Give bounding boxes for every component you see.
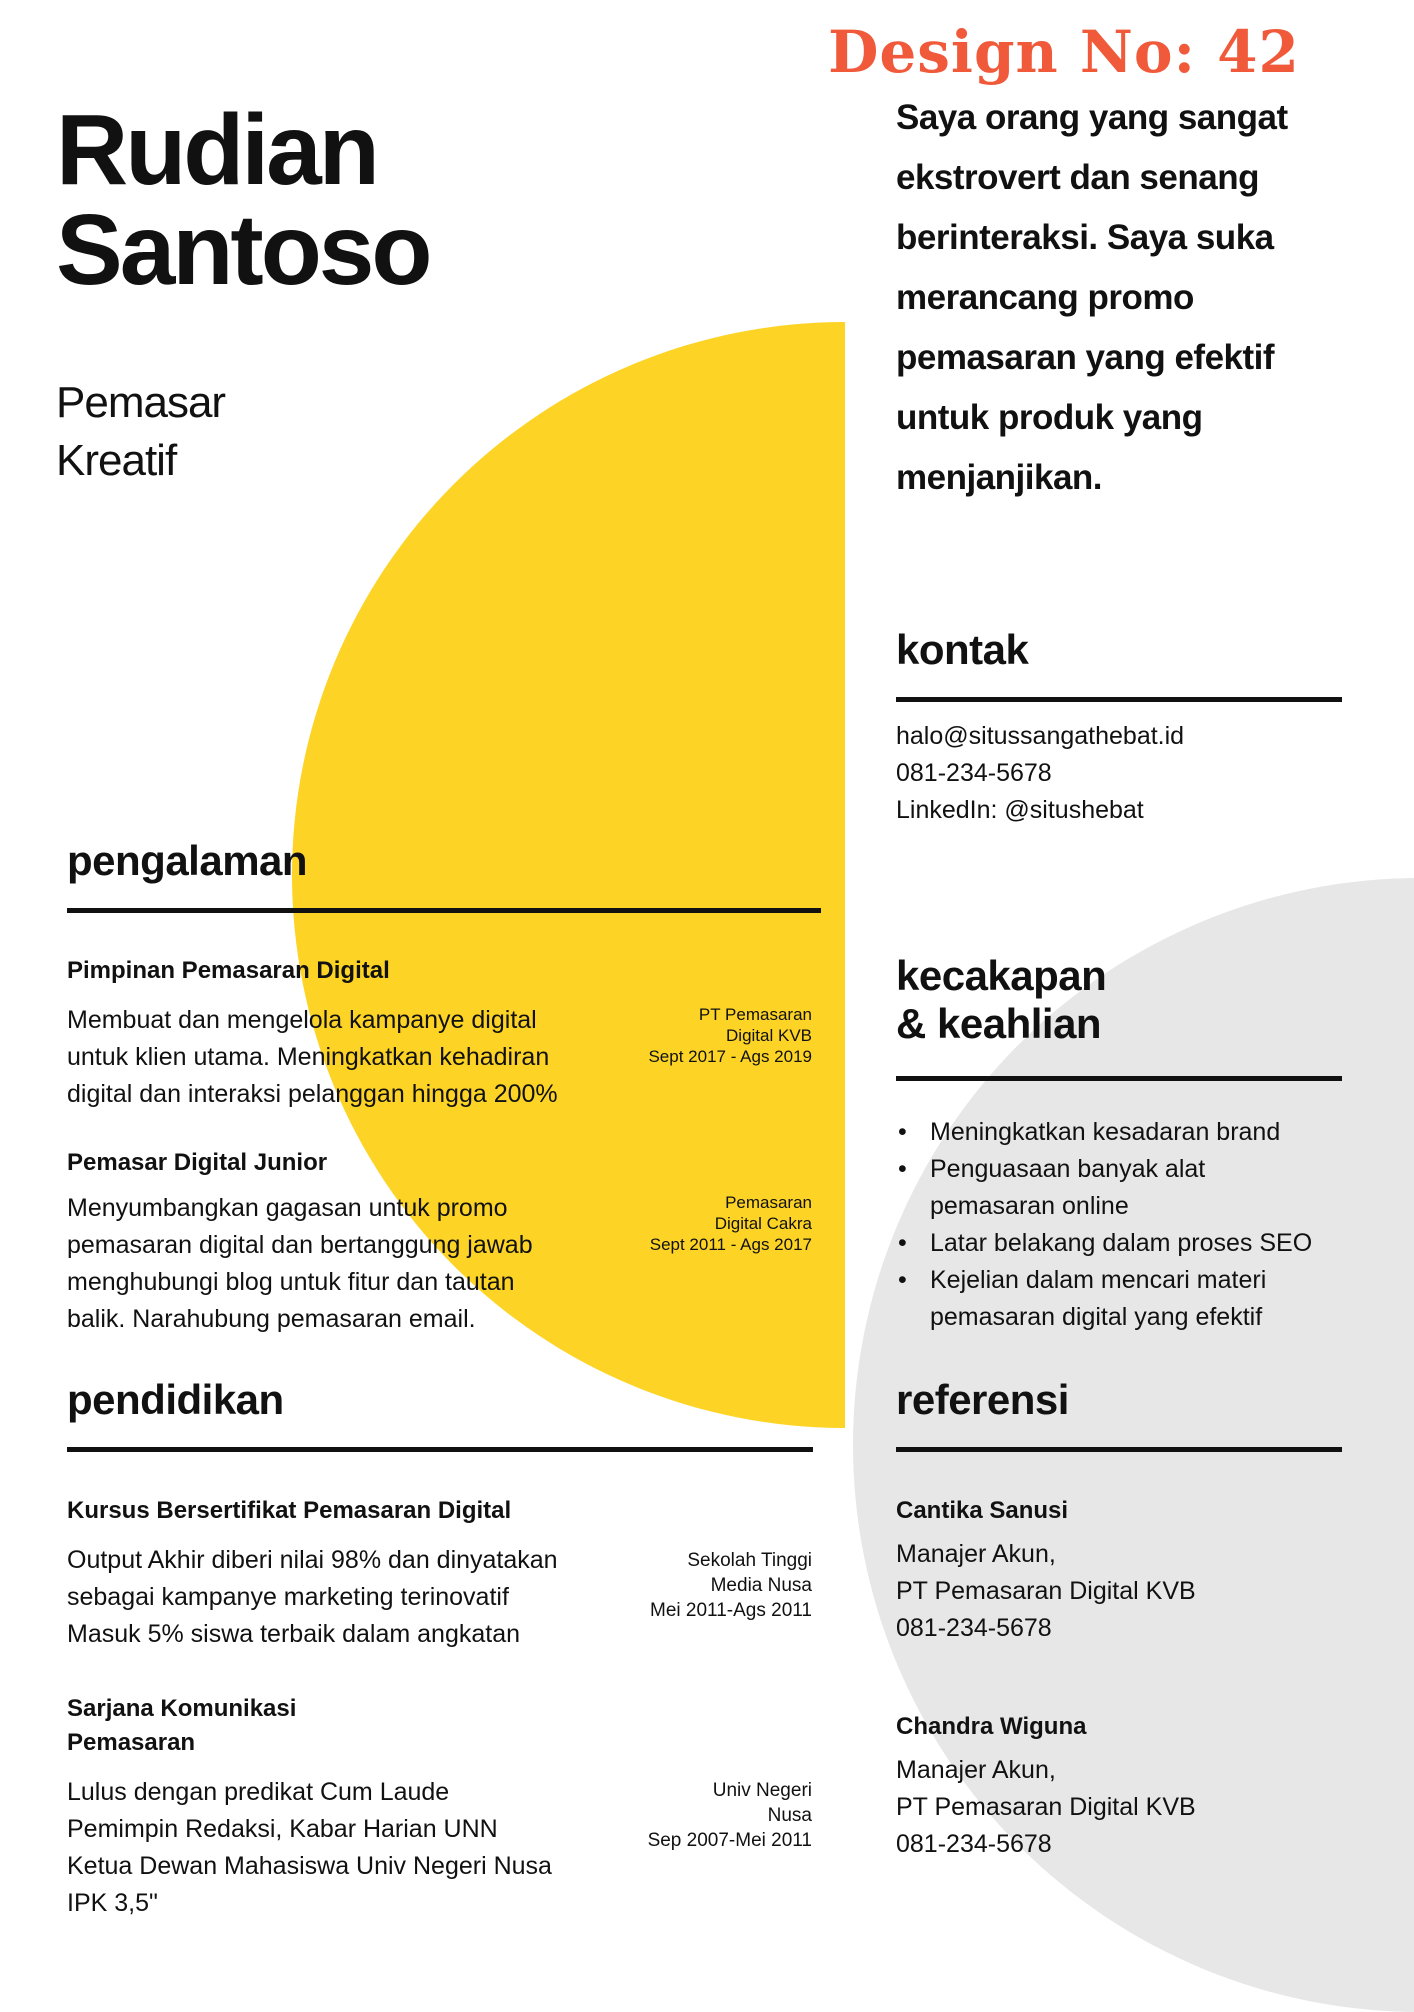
- education-description-line: Ketua Dewan Mahasiswa Univ Negeri Nusa: [67, 1852, 552, 1880]
- references-divider: [896, 1447, 1342, 1452]
- education-description-line: Output Akhir diberi nilai 98% dan dinyatakan: [67, 1546, 558, 1574]
- job-description-line: Membuat dan mengelola kampanye digital: [67, 1006, 537, 1034]
- job-company-line: Digital KVB: [726, 1026, 812, 1045]
- contact-details: [896, 718, 1184, 829]
- skills-divider: [896, 1076, 1342, 1081]
- job-description-line: pemasaran digital dan bertanggung jawab: [67, 1231, 533, 1259]
- skills-heading-line: kecakapan: [896, 952, 1107, 999]
- education-description-line: Lulus dengan predikat Cum Laude: [67, 1778, 450, 1806]
- skill-item-line: pemasaran online: [930, 1192, 1129, 1220]
- job-company-line: PT Pemasaran: [698, 1005, 812, 1024]
- skills-heading: [896, 952, 1106, 1048]
- skill-item: [896, 1262, 1312, 1336]
- education-dates: Sep 2007-Mei 2011: [647, 1830, 812, 1851]
- job-meta: [648, 1004, 812, 1067]
- name-line-2: Santoso: [56, 194, 430, 306]
- education-school-line: Sekolah Tinggi: [687, 1550, 812, 1571]
- skill-item: [896, 1151, 1312, 1225]
- summary-line: untuk produk yang: [896, 398, 1203, 437]
- reference-phone[interactable]: 081-234-5678: [896, 1614, 1052, 1642]
- job-description-line: balik. Narahubung pemasaran email.: [67, 1305, 476, 1333]
- job-description-line: untuk klien utama. Meningkatkan kehadiran: [67, 1043, 550, 1071]
- job-meta: [650, 1192, 812, 1255]
- job-description: [67, 1190, 533, 1338]
- skill-item: [896, 1225, 1312, 1262]
- experience-divider: [67, 908, 821, 913]
- job-title: Pimpinan Pemasaran Digital: [67, 957, 390, 984]
- job-dates: Sept 2011 - Ags 2017: [649, 1235, 812, 1254]
- job-description-line: menghubungi blog untuk fitur dan tautan: [67, 1268, 515, 1296]
- education-school-line: Univ Negeri: [712, 1780, 812, 1801]
- education-meta: [648, 1778, 812, 1853]
- education-title-line: Pemasaran: [67, 1729, 196, 1756]
- name-line-1: Rudian: [56, 94, 377, 206]
- reference-position: Manajer Akun,: [896, 1756, 1056, 1784]
- education-description-line: IPK 3,5": [67, 1889, 158, 1917]
- summary-line: pemasaran yang efektif: [896, 338, 1275, 377]
- education-description-line: Pemimpin Redaksi, Kabar Harian UNN: [67, 1815, 498, 1843]
- contact-linkedin[interactable]: LinkedIn: @situshebat: [896, 796, 1144, 824]
- education-dates: Mei 2011-Ags 2011: [650, 1600, 812, 1621]
- role-line-1: Pemasar: [56, 378, 226, 427]
- job-description: [67, 1002, 558, 1113]
- skills-list: [896, 1114, 1312, 1336]
- summary-line: berinteraksi. Saya suka: [896, 218, 1274, 257]
- job-description-line: digital dan interaksi pelanggan hingga 200%: [67, 1080, 558, 1108]
- job-description-line: Menyumbangkan gagasan untuk promo: [67, 1194, 508, 1222]
- profile-summary: [896, 88, 1376, 508]
- design-number-label: Design No: 42: [828, 18, 1300, 86]
- education-description: [67, 1774, 552, 1922]
- contact-divider: [896, 697, 1342, 702]
- candidate-name: [56, 94, 430, 306]
- contact-phone[interactable]: 081-234-5678: [896, 759, 1052, 787]
- education-school-line: Media Nusa: [710, 1575, 812, 1596]
- education-school-line: Nusa: [767, 1805, 812, 1826]
- skill-item: [896, 1114, 1312, 1151]
- education-description-line: Masuk 5% siswa terbaik dalam angkatan: [67, 1620, 521, 1648]
- education-description-line: sebagai kampanye marketing terinovatif: [67, 1583, 509, 1611]
- contact-heading: kontak: [896, 626, 1029, 673]
- candidate-role: [56, 374, 225, 490]
- role-line-2: Kreatif: [56, 436, 177, 485]
- experience-heading: pengalaman: [67, 837, 308, 884]
- reference-details: [896, 1536, 1196, 1647]
- skill-item-line: • Penguasaan banyak alat: [930, 1155, 1206, 1183]
- job-company-line: Pemasaran: [725, 1193, 812, 1212]
- education-title: [67, 1692, 296, 1760]
- reference-name: Chandra Wiguna: [896, 1713, 1087, 1740]
- summary-line: Saya orang yang sangat: [896, 98, 1288, 137]
- education-title-line: Sarjana Komunikasi: [67, 1695, 297, 1722]
- skill-item-line: • Meningkatkan kesadaran brand: [930, 1118, 1281, 1146]
- education-title: Kursus Bersertifikat Pemasaran Digital: [67, 1497, 512, 1524]
- contact-email[interactable]: halo@situssangathebat.id: [896, 722, 1185, 750]
- reference-name: Cantika Sanusi: [896, 1497, 1069, 1524]
- job-dates: Sept 2017 - Ags 2019: [648, 1047, 812, 1066]
- skill-item-line: pemasaran digital yang efektif: [930, 1303, 1263, 1331]
- reference-phone[interactable]: 081-234-5678: [896, 1830, 1052, 1858]
- reference-company: PT Pemasaran Digital KVB: [896, 1793, 1196, 1821]
- job-title: Pemasar Digital Junior: [67, 1149, 328, 1176]
- job-company-line: Digital Cakra: [714, 1214, 812, 1233]
- summary-line: ekstrovert dan senang: [896, 158, 1259, 197]
- summary-line: merancang promo: [896, 278, 1194, 317]
- skill-item-line: • Kejelian dalam mencari materi: [930, 1266, 1267, 1294]
- reference-details: [896, 1752, 1196, 1863]
- education-divider: [67, 1447, 813, 1452]
- references-heading: referensi: [896, 1376, 1069, 1423]
- education-meta: [650, 1548, 812, 1623]
- skill-item-line: • Latar belakang dalam proses SEO: [930, 1229, 1313, 1257]
- education-description: [67, 1542, 558, 1653]
- reference-position: Manajer Akun,: [896, 1540, 1056, 1568]
- education-heading: pendidikan: [67, 1376, 284, 1423]
- skills-heading-line: & keahlian: [896, 1000, 1102, 1047]
- summary-line: menjanjikan.: [896, 458, 1103, 497]
- reference-company: PT Pemasaran Digital KVB: [896, 1577, 1196, 1605]
